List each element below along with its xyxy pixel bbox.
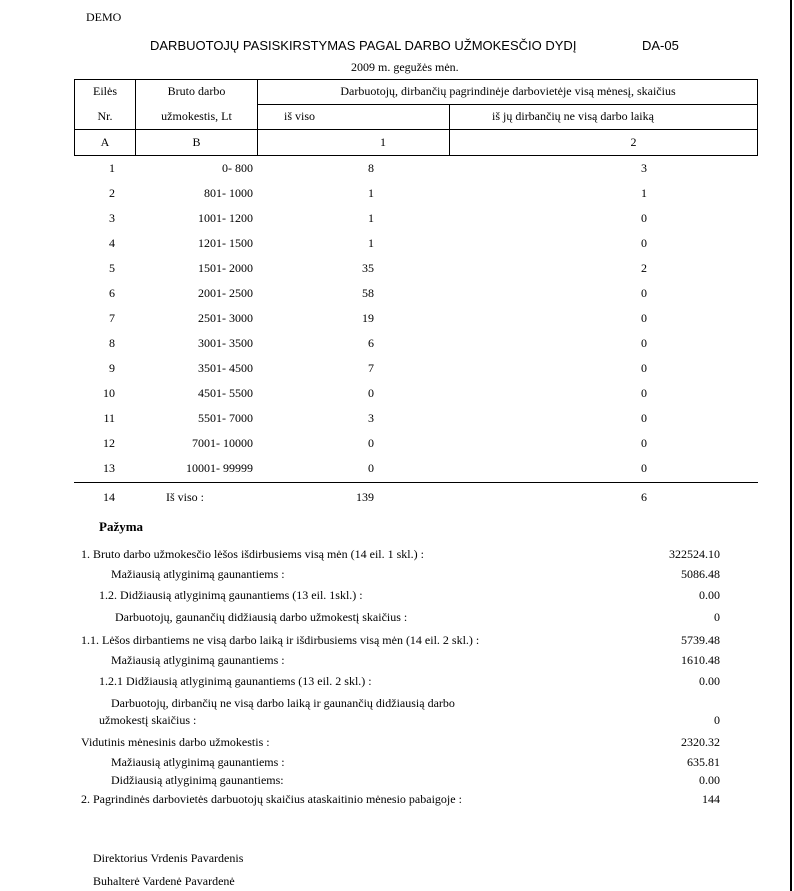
- table-row: [0, 311, 794, 327]
- row-number-cell: 5: [109, 261, 115, 275]
- salary-range-cell: 7001- 10000: [192, 436, 253, 450]
- note-line-label: 1. Bruto darbo užmokesčio lėšos išdirbusiems visą mėn (14 eil. 1 skl.) :: [81, 547, 424, 561]
- code-2: 2: [630, 135, 637, 149]
- row-number-cell: 8: [109, 336, 115, 350]
- parttime-count-cell: 0: [641, 411, 647, 425]
- table-row: [0, 211, 794, 227]
- note-heading: Pažyma: [99, 519, 144, 534]
- salary-range-cell: 801- 1000: [204, 186, 253, 200]
- salary-range-cell: 3501- 4500: [198, 361, 253, 375]
- salary-range-cell: 2001- 2500: [198, 286, 253, 300]
- table-row: [0, 361, 794, 377]
- note-line-label: Mažiausią atlyginimą gaunantiems :: [111, 653, 285, 667]
- note-line-label: 2. Pagrindinės darbovietės darbuotojų skaičius ataskaitinio mėnesio pabaigoje :: [81, 792, 462, 806]
- total-count-cell: 0: [368, 461, 374, 475]
- salary-range-cell: 1501- 2000: [198, 261, 253, 275]
- table-row: [0, 336, 794, 352]
- salary-range-cell: 5501- 7000: [198, 411, 253, 425]
- salary-range-cell: 1201- 1500: [198, 236, 253, 250]
- parttime-count-cell: 1: [641, 186, 647, 200]
- director-signature: Direktorius Vrdenis Pavardenis: [93, 851, 244, 865]
- code-1: 1: [380, 135, 386, 149]
- table-row: [0, 236, 794, 252]
- table-row: [0, 261, 794, 277]
- note-line-label: 1.2. Didžiausią atlyginimą gaunantiems (13 eil. 1skl.) :: [99, 588, 363, 602]
- row-number-cell: 9: [109, 361, 115, 375]
- total-count-cell: 8: [368, 161, 374, 175]
- row-number-cell: 7: [109, 311, 115, 325]
- total-count-cell: 7: [368, 361, 374, 375]
- table-row: [0, 161, 794, 177]
- parttime-count-cell: 0: [641, 361, 647, 375]
- accountant-signature: Buhalterė Vardenė Pavardenė: [93, 874, 235, 888]
- total-count-cell: 1: [368, 186, 374, 200]
- note-line-value: 0: [714, 610, 720, 624]
- report-period: 2009 m. gegužės mėn.: [351, 60, 459, 74]
- row-number-cell: 2: [109, 186, 115, 200]
- salary-range-cell: 4501- 5500: [198, 386, 253, 400]
- code-b: B: [192, 135, 201, 149]
- table-row: [0, 386, 794, 402]
- parttime-count-cell: 0: [641, 336, 647, 350]
- note-line-value: 5086.48: [681, 567, 720, 581]
- note-line-value: 144: [702, 792, 720, 806]
- code-a: A: [100, 135, 110, 149]
- total-count-cell: 0: [368, 436, 374, 450]
- note-line-label: Darbuotojų, gaunančių didžiausią darbo užmokestį skaičius :: [115, 610, 408, 624]
- row-number-cell: 1: [109, 161, 115, 175]
- note-line-label: Mažiausią atlyginimą gaunantiems :: [111, 755, 285, 769]
- form-code: DA-05: [642, 38, 679, 53]
- note-line-label-continued: užmokestį skaičius :: [99, 713, 197, 727]
- col-row-no-header-1: Eilės: [93, 84, 117, 98]
- parttime-count-cell: 0: [641, 461, 647, 475]
- row-number-cell: 6: [109, 286, 115, 300]
- note-line-label: 1.2.1 Didžiausią atlyginimą gaunantiems (13 eil. 2 skl.) :: [99, 674, 372, 688]
- report-title: DARBUOTOJŲ PASISKIRSTYMAS PAGAL DARBO UŽMOKESČIO DYDĮ: [150, 38, 577, 53]
- parttime-count-cell: 0: [641, 386, 647, 400]
- row-number-cell: 12: [103, 436, 115, 450]
- note-line-label: Didžiausią atlyginimą gaunantiems:: [111, 773, 284, 787]
- total-count-cell: 6: [368, 336, 374, 350]
- col-row-no-header-2: Nr.: [97, 109, 113, 123]
- note-line-value: 2320.32: [681, 735, 720, 749]
- note-line-label: Mažiausią atlyginimą gaunantiems :: [111, 567, 285, 581]
- parttime-count-cell: 3: [641, 161, 647, 175]
- parttime-count-cell: 0: [641, 311, 647, 325]
- salary-range-cell: Iš viso :: [166, 490, 205, 504]
- col-gross-header-2: užmokestis, Lt: [161, 109, 232, 123]
- note-line-value: 635.81: [687, 755, 720, 769]
- salary-range-cell: 3001- 3500: [198, 336, 253, 350]
- parttime-count-cell: 0: [641, 436, 647, 450]
- note-line-value: 0.00: [699, 674, 720, 688]
- table-row: [0, 461, 794, 477]
- total-count-cell: 3: [368, 411, 374, 425]
- parttime-count-cell: 6: [641, 490, 647, 504]
- parttime-count-cell: 0: [641, 211, 647, 225]
- col-total-header: iš viso: [284, 109, 316, 123]
- note-line-value: 0: [714, 713, 720, 727]
- parttime-count-cell: 0: [641, 286, 647, 300]
- total-count-cell: 58: [362, 286, 374, 300]
- col-parttime-header: iš jų dirbančių ne visą darbo laiką: [492, 109, 654, 123]
- parttime-count-cell: 0: [641, 236, 647, 250]
- table-row: [0, 186, 794, 202]
- total-divider: [74, 482, 758, 483]
- total-count-cell: 19: [362, 311, 374, 325]
- note-line-label: Vidutinis mėnesinis darbo užmokestis :: [81, 735, 270, 749]
- row-number-cell: 10: [103, 386, 115, 400]
- note-line-value: 0.00: [699, 773, 720, 787]
- note-line-value: 1610.48: [681, 653, 720, 667]
- row-number-cell: 11: [103, 411, 115, 425]
- col-gross-header-1: Bruto darbo: [167, 84, 226, 98]
- total-count-cell: 139: [356, 490, 374, 504]
- demo-label: DEMO: [86, 10, 122, 24]
- row-number-cell: 3: [109, 211, 115, 225]
- salary-range-cell: 1001- 1200: [198, 211, 253, 225]
- group-header: Darbuotojų, dirbančių pagrindinėje darbovietėje visą mėnesį, skaičius: [340, 84, 676, 98]
- total-count-cell: 1: [368, 236, 374, 250]
- table-row: [0, 286, 794, 302]
- salary-range-cell: 2501- 3000: [198, 311, 253, 325]
- total-count-cell: 1: [368, 211, 374, 225]
- note-line-value: 5739.48: [681, 633, 720, 647]
- table-header: [74, 79, 758, 156]
- row-number-cell: 13: [103, 461, 115, 475]
- total-count-cell: 35: [362, 261, 374, 275]
- table-row: [0, 436, 794, 452]
- note-line-value: 0.00: [699, 588, 720, 602]
- parttime-count-cell: 2: [641, 261, 647, 275]
- total-count-cell: 0: [368, 386, 374, 400]
- salary-range-cell: 10001- 99999: [186, 461, 253, 475]
- note-line-label: Darbuotojų, dirbančių ne visą darbo laiką ir gaunančių didžiausią darbo: [111, 696, 455, 710]
- note-line-label: 1.1. Lėšos dirbantiems ne visą darbo laiką ir išdirbusiems visą mėn (14 eil. 2 skl.) :: [81, 633, 480, 647]
- total-row: [0, 490, 794, 506]
- note-line-value: 322524.10: [669, 547, 720, 561]
- salary-range-cell: 0- 800: [222, 161, 253, 175]
- table-row: [0, 411, 794, 427]
- row-number-cell: 14: [103, 490, 115, 504]
- row-number-cell: 4: [109, 236, 115, 250]
